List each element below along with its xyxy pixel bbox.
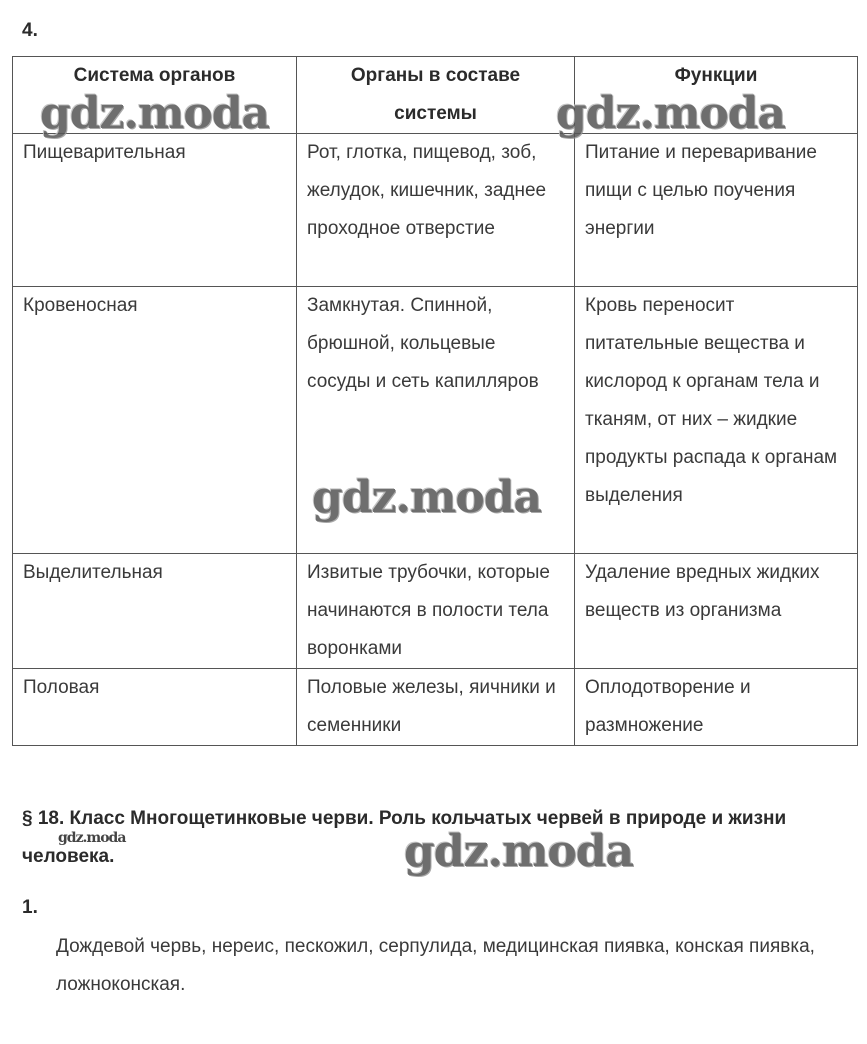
cell-organs: Половые железы, яичники и семенники: [297, 669, 575, 746]
watermark-logo: gdz.moda: [40, 88, 270, 139]
cell-functions: Питание и переваривание пищи с целью поучения энергии: [575, 134, 858, 287]
organ-systems-table: [12, 56, 858, 746]
cell-organs: Рот, глотка, пищевод, зоб, желудок, кишечник, заднее проходное отверстие: [297, 134, 575, 287]
task-number-4: 4.: [22, 20, 38, 41]
task-number-1: 1.: [22, 897, 38, 918]
cell-organs: Извитые трубочки, которые начинаются в полости тела воронками: [297, 554, 575, 669]
cell-system: Выделительная: [13, 554, 297, 669]
table-row: [13, 554, 858, 669]
cell-organs: Замкнутая. Спинной, брюшной, кольцевые сосуды и сеть капилляров: [297, 287, 575, 554]
table-row: [13, 669, 858, 746]
header-functions: Функции: [575, 57, 858, 134]
cell-functions: Кровь переносит питательные вещества и кислород к органам тела и тканям, от них – жидкие продукты распада к органам выделения: [575, 287, 858, 554]
section-title: § 18. Класс Многощетинковые черви. Роль кольчатых червей в природе и жизни человека.: [22, 808, 787, 867]
header-system: Система органов: [13, 57, 297, 134]
cell-system: Половая: [13, 669, 297, 746]
watermark-logo: gdz.moda: [404, 826, 634, 877]
cell-functions: Оплодотворение и размножение: [575, 669, 858, 746]
cell-system: Кровеносная: [13, 287, 297, 554]
cell-functions: Удаление вредных жидких веществ из организма: [575, 554, 858, 669]
watermark-logo: gdz.moda: [312, 472, 542, 523]
table-row: [13, 134, 858, 287]
cell-system: Пищеварительная: [13, 134, 297, 287]
watermark-logo: gdz.moda: [556, 88, 786, 139]
header-organs: Органы в составе системы: [297, 57, 575, 134]
task-1-answer: Дождевой червь, нереис, пескожил, серпулида, медицинская пиявка, конская пиявка, ложноконская.: [56, 936, 815, 995]
watermark-logo-small: gdz.moda: [58, 830, 126, 846]
